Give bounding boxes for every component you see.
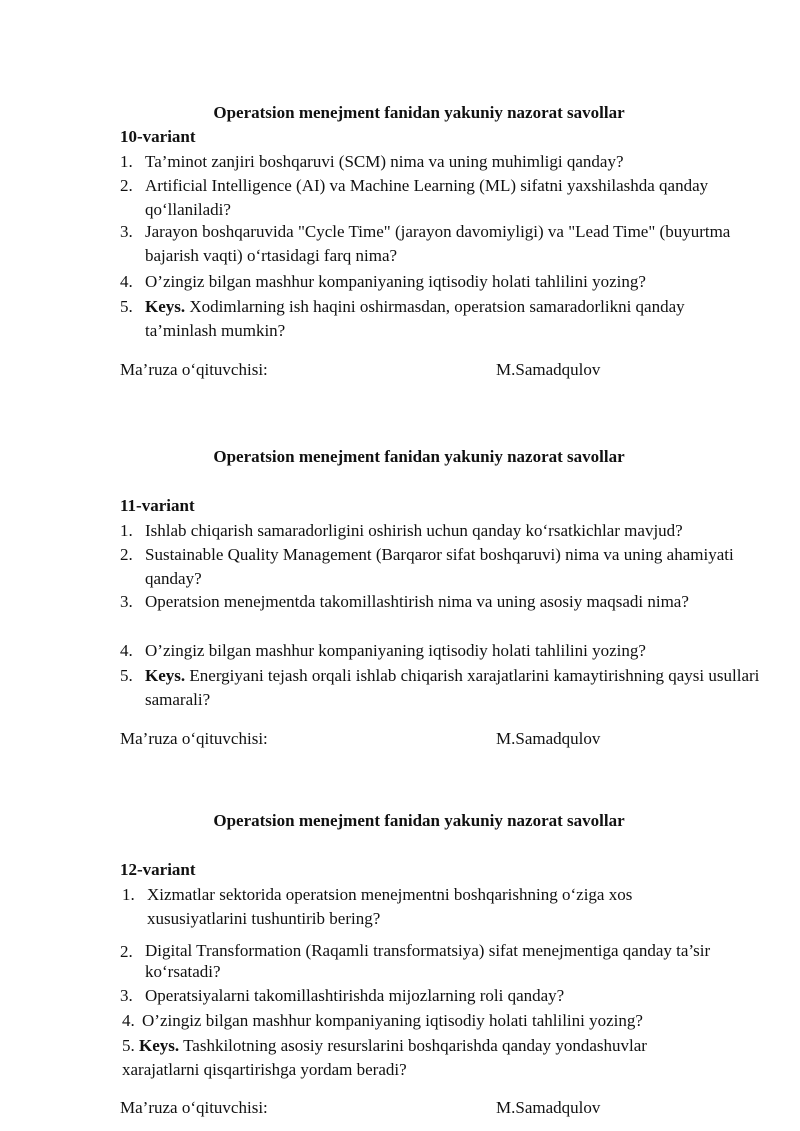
section-12-question-5 xyxy=(122,1034,722,1081)
section-12-title: Operatsion menejment fanidan yakuniy nazorat savollar xyxy=(213,811,625,830)
section-10-title: Operatsion menejment fanidan yakuniy nazorat savollar xyxy=(213,103,625,122)
case-keyword: Keys. xyxy=(145,666,186,685)
question-text xyxy=(122,1034,722,1081)
case-text: Xodimlarning ish haqini oshirmasdan, operatsion samaradorlikni qanday ta’minlash mumkin? xyxy=(145,297,685,340)
section-12-question-2 xyxy=(120,940,760,982)
case-text: Tashkilotning asosiy resurslarini boshqarishda qanday yondashuvlar xarajatlarni qisqartirishga yordam beradi? xyxy=(122,1036,647,1079)
question-text xyxy=(145,295,760,342)
section-11-question-5 xyxy=(120,664,760,711)
section-12-question-1 xyxy=(122,883,762,930)
question-text: O’zingiz bilgan mashhur kompaniyaning iqtisodiy holati tahlilini yozing? xyxy=(142,1011,643,1030)
section-12-variant: 12-variant xyxy=(120,860,196,879)
section-11-question-1 xyxy=(120,519,760,543)
question-number: 3. xyxy=(120,986,133,1005)
question-text: Xizmatlar sektorida operatsion menejmentni boshqarishning o‘ziga xos xususiyatlarini tushuntirib bering? xyxy=(147,885,633,928)
lecturer-name: M.Samadqulov xyxy=(496,1098,601,1117)
lecturer-label: Ma’ruza o‘qituvchisi: xyxy=(120,729,268,748)
question-number: 3. xyxy=(120,222,133,241)
case-keyword: Keys. xyxy=(139,1036,180,1055)
question-number: 5. xyxy=(122,1036,135,1055)
question-text: Artificial Intelligence (AI) va Machine Learning (ML) sifatni yaxshilashda qanday qo‘llaniladi? xyxy=(145,176,709,219)
question-number: 2. xyxy=(120,176,133,195)
section-10-variant: 10-variant xyxy=(120,127,196,146)
case-keyword: Keys. xyxy=(145,297,186,316)
question-text xyxy=(145,664,760,711)
section-11-question-4 xyxy=(120,639,760,663)
section-10-question-4 xyxy=(120,270,760,294)
question-text: Operatsiyalarni takomillashtirishda mijozlarning roli qanday? xyxy=(145,986,565,1005)
case-text: Energiyani tejash orqali ishlab chiqarish xarajatlarini kamaytirishning qaysi usullari samarali? xyxy=(145,666,760,709)
section-12-question-3 xyxy=(120,984,760,1008)
lecturer-label: Ma’ruza o‘qituvchisi: xyxy=(120,1098,268,1117)
section-10-question-1 xyxy=(120,150,760,174)
question-number: 1. xyxy=(120,521,133,540)
question-number: 4. xyxy=(122,1011,135,1030)
question-text: Operatsion menejmentda takomillashtirish nima va uning asosiy maqsadi nima? xyxy=(145,592,689,611)
question-number: 4. xyxy=(120,272,133,291)
question-number: 2. xyxy=(120,942,133,961)
lecturer-name: M.Samadqulov xyxy=(496,729,601,748)
question-number: 1. xyxy=(120,152,133,171)
section-11-question-2 xyxy=(120,543,760,590)
question-text: O’zingiz bilgan mashhur kompaniyaning iqtisodiy holati tahlilini yozing? xyxy=(145,641,646,660)
question-text: Ta’minot zanjiri boshqaruvi (SCM) nima va uning muhimligi qanday? xyxy=(145,152,624,171)
question-text: O’zingiz bilgan mashhur kompaniyaning iqtisodiy holati tahlilini yozing? xyxy=(145,272,646,291)
section-11-title: Operatsion menejment fanidan yakuniy nazorat savollar xyxy=(213,447,625,466)
question-text: Digital Transformation (Raqamli transformatsiya) sifat menejmentiga qanday ta’sir ko‘rsatadi? xyxy=(145,941,711,981)
lecturer-label: Ma’ruza o‘qituvchisi: xyxy=(120,360,268,379)
section-10-question-2 xyxy=(120,174,760,221)
section-12-question-4 xyxy=(122,1009,762,1033)
section-10-question-3 xyxy=(120,220,760,267)
question-number: 2. xyxy=(120,545,133,564)
question-number: 5. xyxy=(120,297,133,316)
question-number: 5. xyxy=(120,666,133,685)
question-number: 3. xyxy=(120,592,133,611)
question-number: 4. xyxy=(120,641,133,660)
question-number: 1. xyxy=(122,885,135,904)
question-text: Jarayon boshqaruvida "Cycle Time" (jarayon davomiyligi) va "Lead Time" (buyurtma bajarish vaqti) o‘rtasidagi farq nima? xyxy=(145,222,731,265)
question-text: Sustainable Quality Management (Barqaror sifat boshqaruvi) nima va uning ahamiyati qanday? xyxy=(145,545,734,588)
question-text: Ishlab chiqarish samaradorligini oshirish uchun qanday ko‘rsatkichlar mavjud? xyxy=(145,521,683,540)
section-10-question-5 xyxy=(120,295,760,342)
section-11-question-3 xyxy=(120,590,760,614)
lecturer-name: M.Samadqulov xyxy=(496,360,601,379)
section-11-variant: 11-variant xyxy=(120,496,195,515)
